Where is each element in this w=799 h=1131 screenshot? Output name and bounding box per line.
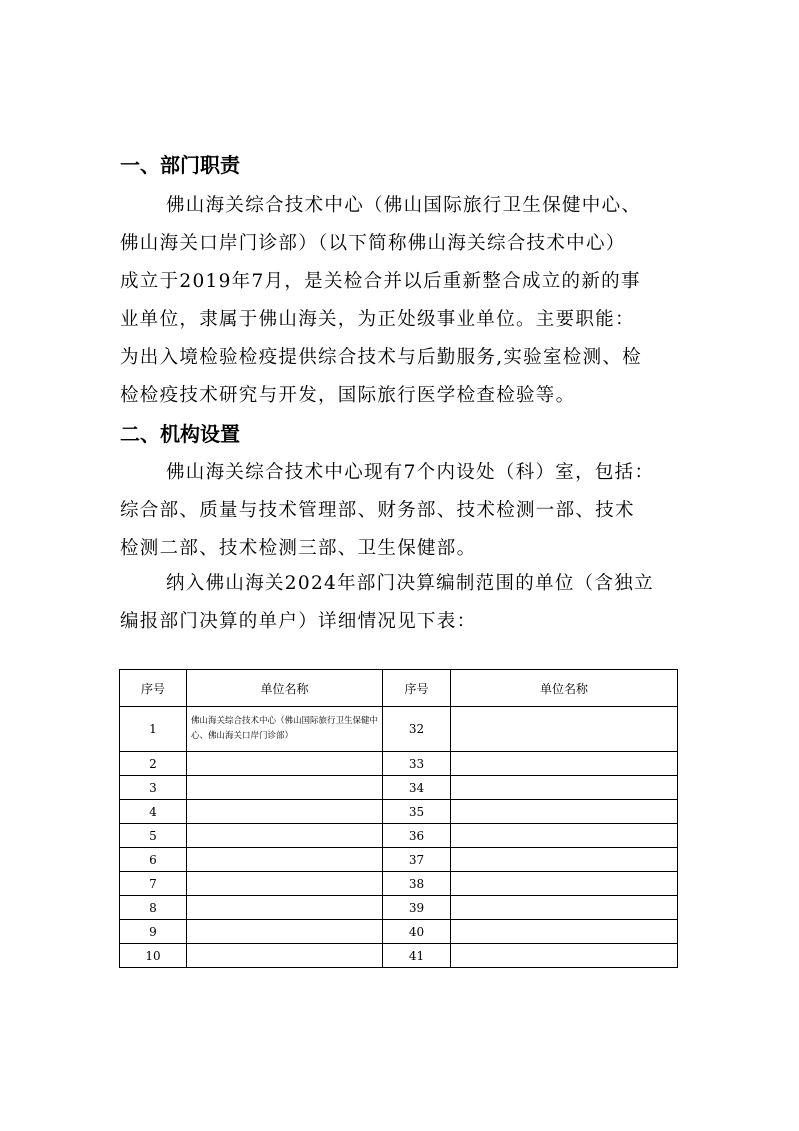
- header-seq-right: 序号: [383, 670, 451, 707]
- table-row: [120, 824, 678, 848]
- header-name-left: 单位名称: [187, 670, 383, 707]
- unit-name-cell: [451, 707, 678, 752]
- table-row: [120, 800, 678, 824]
- paragraph-line: 佛山海关口岸门诊部）（以下简称佛山海关综合技术中心）: [120, 233, 626, 254]
- unit-name-cell: [187, 896, 383, 920]
- paragraph-line: 成立于2019年7月，是关检合并以后重新整合成立的新的事: [120, 271, 641, 292]
- table-row: [120, 872, 678, 896]
- seq-cell: 4: [120, 800, 187, 824]
- unit-name-cell: [187, 848, 383, 872]
- table-row: [120, 707, 678, 752]
- seq-cell: 35: [383, 800, 451, 824]
- table-row: [120, 920, 678, 944]
- paragraph-line: 佛山海关综合技术中心（佛山国际旅行卫生保健中心、: [166, 195, 642, 216]
- seq-cell: 9: [120, 920, 187, 944]
- unit-name-cell: [187, 920, 383, 944]
- seq-cell: 2: [120, 752, 187, 776]
- header-name-right: 单位名称: [451, 670, 678, 707]
- paragraph-line: 检检疫技术研究与开发，国际旅行医学检查检验等。: [120, 385, 576, 406]
- unit-name-cell: [187, 824, 383, 848]
- seq-cell: 7: [120, 872, 187, 896]
- paragraph-line: 为出入境检验检疫提供综合技术与后勤服务,实验室检测、检: [120, 347, 642, 368]
- table-row: [120, 848, 678, 872]
- seq-cell: 37: [383, 848, 451, 872]
- unit-name-cell: [451, 800, 678, 824]
- section-2-paragraph-2: [120, 565, 678, 641]
- unit-name-cell: [451, 752, 678, 776]
- seq-cell: 32: [383, 707, 451, 752]
- unit-name-cell: [187, 872, 383, 896]
- seq-cell: 40: [383, 920, 451, 944]
- seq-cell: 5: [120, 824, 187, 848]
- seq-cell: 34: [383, 776, 451, 800]
- seq-cell: 39: [383, 896, 451, 920]
- paragraph-line: 纳入佛山海关2024年部门决算编制范围的单位（含独立: [166, 573, 654, 594]
- seq-cell: 6: [120, 848, 187, 872]
- table-row: [120, 776, 678, 800]
- section-2-paragraph-1: [120, 454, 678, 568]
- unit-name-cell: [451, 776, 678, 800]
- unit-list-table: [119, 669, 678, 968]
- seq-cell: 10: [120, 944, 187, 968]
- unit-name-cell: [451, 944, 678, 968]
- unit-name-cell: [451, 872, 678, 896]
- unit-name-cell: [187, 800, 383, 824]
- unit-name-cell: 佛山海关综合技术中心（佛山国际旅行卫生保健中心、佛山海关口岸门诊部）: [187, 707, 383, 752]
- paragraph-line: 编报部门决算的单户）详细情况见下表：: [120, 611, 477, 632]
- unit-name-cell: [187, 752, 383, 776]
- paragraph-line: 检测二部、技术检测三部、卫生保健部。: [120, 538, 477, 559]
- section-1-paragraph: [120, 187, 678, 415]
- section-1-heading: 一、部门职责: [120, 153, 240, 177]
- table-row: [120, 944, 678, 968]
- unit-name-cell: [187, 944, 383, 968]
- header-seq-left: 序号: [120, 670, 187, 707]
- unit-name-cell: [451, 920, 678, 944]
- seq-cell: 33: [383, 752, 451, 776]
- seq-cell: 41: [383, 944, 451, 968]
- seq-cell: 36: [383, 824, 451, 848]
- seq-cell: 3: [120, 776, 187, 800]
- unit-name-cell: [187, 776, 383, 800]
- seq-cell: 1: [120, 707, 187, 752]
- seq-cell: 8: [120, 896, 187, 920]
- table-row: [120, 896, 678, 920]
- paragraph-line: 佛山海关综合技术中心现有7个内设处（科）室，包括：: [166, 462, 655, 483]
- paragraph-line: 业单位，隶属于佛山海关，为正处级事业单位。主要职能：: [120, 309, 635, 330]
- table-row: [120, 752, 678, 776]
- unit-name-cell: [451, 824, 678, 848]
- table-header-row: [120, 670, 678, 707]
- paragraph-line: 综合部、质量与技术管理部、财务部、技术检测一部、技术: [120, 500, 635, 521]
- section-2-heading: 二、机构设置: [120, 422, 240, 446]
- unit-name-cell: [451, 896, 678, 920]
- seq-cell: 38: [383, 872, 451, 896]
- unit-name-cell: [451, 848, 678, 872]
